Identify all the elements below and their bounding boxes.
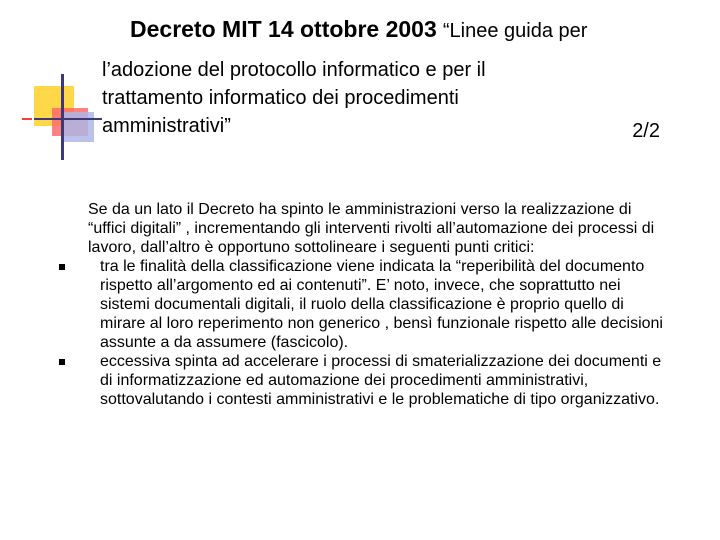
title-line-4: amministrativi” [102, 115, 231, 137]
logo-horizontal-line [34, 118, 102, 120]
page-indicator: 2/2 [632, 120, 660, 142]
title-rest: “Linee guida per [442, 20, 588, 42]
slide-body [76, 200, 666, 409]
bullet-icon [59, 359, 65, 365]
title-bold: Decreto MIT 14 ottobre 2003 [130, 16, 437, 42]
bullet-text-2: eccessiva spinta ad accelerare i processi di smaterializzazione dei documenti e di informatizzazione ed automazione dei procedimenti amministrativi, sottovalutando i contesti amministrativi e le problematiche di tipo organizzativo. [100, 353, 662, 408]
logo-red-line [22, 118, 32, 120]
slide-title [102, 14, 692, 140]
title-line-2: l’adozione del protocollo informatico e per il [102, 59, 486, 81]
title-line-3: trattamento informatico dei procedimenti [102, 87, 459, 109]
bullet-item-2 [76, 352, 666, 409]
logo-blue-square [64, 112, 94, 142]
logo-vertical-line [61, 74, 64, 160]
title-line-1 [102, 14, 692, 46]
intro-paragraph: Se da un lato il Decreto ha spinto le amministrazioni verso la realizzazione di “uffici digitali” , incrementando gli interventi rivolti all’automazione dei processi di lavoro, dall’altro è opportuno sottolineare i seguenti punti critici: [88, 201, 655, 256]
decorative-logo [0, 0, 110, 170]
bullet-text-1: tra le finalità della classificazione viene indicata la “reperibilità del documento rispetto all’argomento ed ai contenuti”. E’ noto, invece, che soprattutto nei sistemi documentali digitali, il ruolo della classificazione è proprio quello di mirare al loro reperimento non generico , bensì funzionale rispetto alle decisioni assunte a da assumere (fascicolo). [100, 258, 663, 351]
bullet-item-1 [76, 257, 666, 352]
bullet-icon [59, 264, 65, 270]
